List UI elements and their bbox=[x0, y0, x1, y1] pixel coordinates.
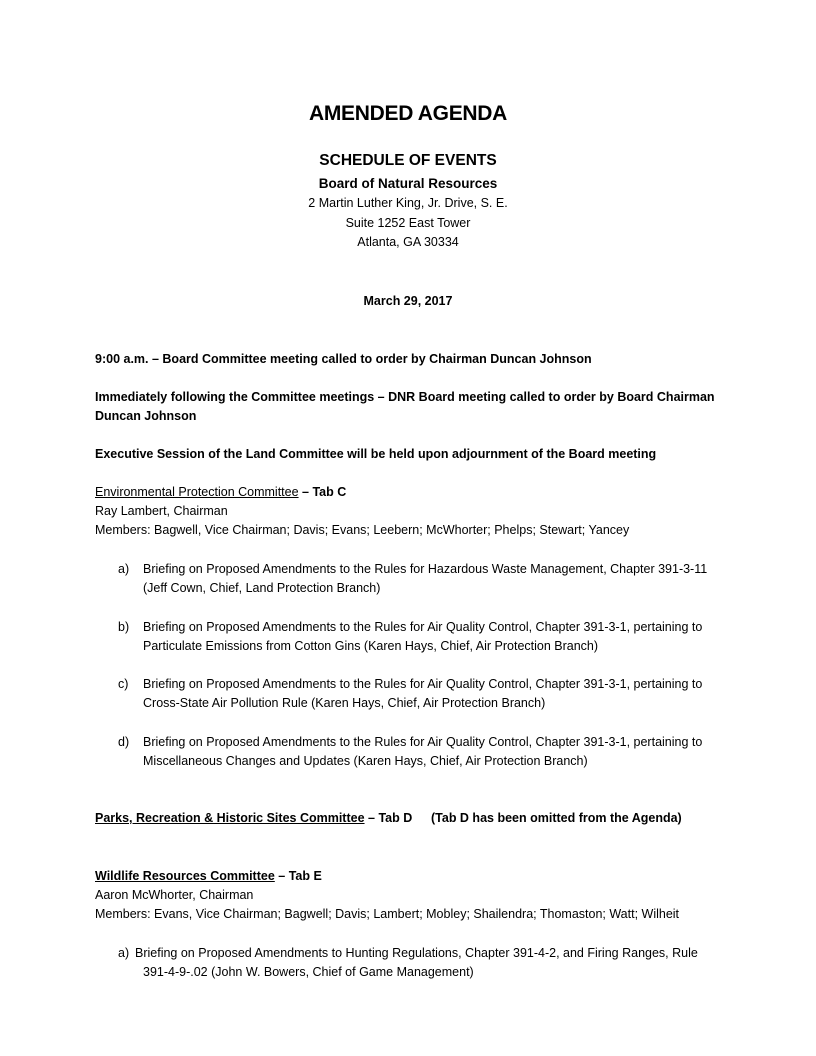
wrc-item-a-line-1: Briefing on Proposed Amendments to Hunting Regulations, Chapter 391-4-2, and Firing Ranges, Rule bbox=[135, 946, 698, 960]
epc-tab: – Tab C bbox=[298, 485, 347, 499]
epc-item-b-line-2: Particulate Emissions from Cotton Gins (Karen Hays, Chief, Air Protection Branch) bbox=[143, 639, 599, 653]
schedule-item-3: Executive Session of the Land Committee will be held upon adjournment of the Board meeting bbox=[95, 447, 657, 461]
address-line-1: 2 Martin Luther King, Jr. Drive, S. E. bbox=[308, 196, 508, 210]
wrc-name: Wildlife Resources Committee bbox=[95, 869, 275, 883]
organization-name: Board of Natural Resources bbox=[318, 176, 498, 191]
epc-item-b-line-1: Briefing on Proposed Amendments to the Rules for Air Quality Control, Chapter 391-3-1, pertaining to bbox=[143, 620, 703, 634]
schedule-item-2-line-1: Immediately following the Committee meetings – DNR Board meeting called to order by Board Chairman bbox=[95, 390, 715, 404]
document-title: AMENDED AGENDA bbox=[308, 102, 508, 125]
schedule-item-2-line-2: Duncan Johnson bbox=[95, 409, 197, 423]
meeting-date: March 29, 2017 bbox=[363, 294, 453, 308]
epc-name: Environmental Protection Committee bbox=[95, 485, 299, 499]
epc-item-a-line-2: (Jeff Cown, Chief, Land Protection Branch) bbox=[143, 581, 381, 595]
parks-heading bbox=[95, 809, 412, 828]
wrc-members: Members: Evans, Vice Chairman; Bagwell; Davis; Lambert; Mobley; Shailendra; Thomaston; Watt; Wilheit bbox=[95, 907, 680, 921]
address-line-2: Suite 1252 East Tower bbox=[345, 216, 471, 230]
epc-item-d-line-2: Miscellaneous Changes and Updates (Karen Hays, Chief, Air Protection Branch) bbox=[143, 754, 588, 768]
epc-chair: Ray Lambert, Chairman bbox=[95, 504, 228, 518]
epc-item-c-marker: c) bbox=[118, 677, 129, 691]
parks-omitted-note: (Tab D has been omitted from the Agenda) bbox=[431, 811, 682, 825]
document-subtitle: SCHEDULE OF EVENTS bbox=[319, 152, 497, 169]
wrc-tab: – Tab E bbox=[274, 869, 322, 883]
wrc-item-a-line-2: 391-4-9-.02 (John W. Bowers, Chief of Game Management) bbox=[143, 965, 474, 979]
epc-item-c-line-2: Cross-State Air Pollution Rule (Karen Hays, Chief, Air Protection Branch) bbox=[143, 696, 546, 710]
epc-item-d-marker: d) bbox=[118, 735, 130, 749]
wrc-chair: Aaron McWhorter, Chairman bbox=[95, 888, 254, 902]
epc-item-b-marker: b) bbox=[118, 620, 130, 634]
parks-tab: – Tab D bbox=[364, 811, 413, 825]
epc-item-c-line-1: Briefing on Proposed Amendments to the Rules for Air Quality Control, Chapter 391-3-1, pertaining to bbox=[143, 677, 703, 691]
wrc-heading bbox=[95, 867, 322, 886]
epc-heading bbox=[95, 483, 346, 502]
epc-members: Members: Bagwell, Vice Chairman; Davis; Evans; Leebern; McWhorter; Phelps; Stewart; Yancey bbox=[95, 523, 630, 537]
wrc-item-a-marker: a) bbox=[118, 946, 130, 960]
epc-item-a-marker: a) bbox=[118, 562, 130, 576]
epc-item-a-line-1: Briefing on Proposed Amendments to the Rules for Hazardous Waste Management, Chapter 391-3-11 bbox=[143, 562, 708, 576]
parks-name: Parks, Recreation & Historic Sites Committee bbox=[95, 811, 365, 825]
schedule-item-1: 9:00 a.m. – Board Committee meeting called to order by Chairman Duncan Johnson bbox=[95, 352, 592, 366]
epc-item-d-line-1: Briefing on Proposed Amendments to the Rules for Air Quality Control, Chapter 391-3-1, pertaining to bbox=[143, 735, 703, 749]
address-line-3: Atlanta, GA 30334 bbox=[357, 235, 459, 249]
